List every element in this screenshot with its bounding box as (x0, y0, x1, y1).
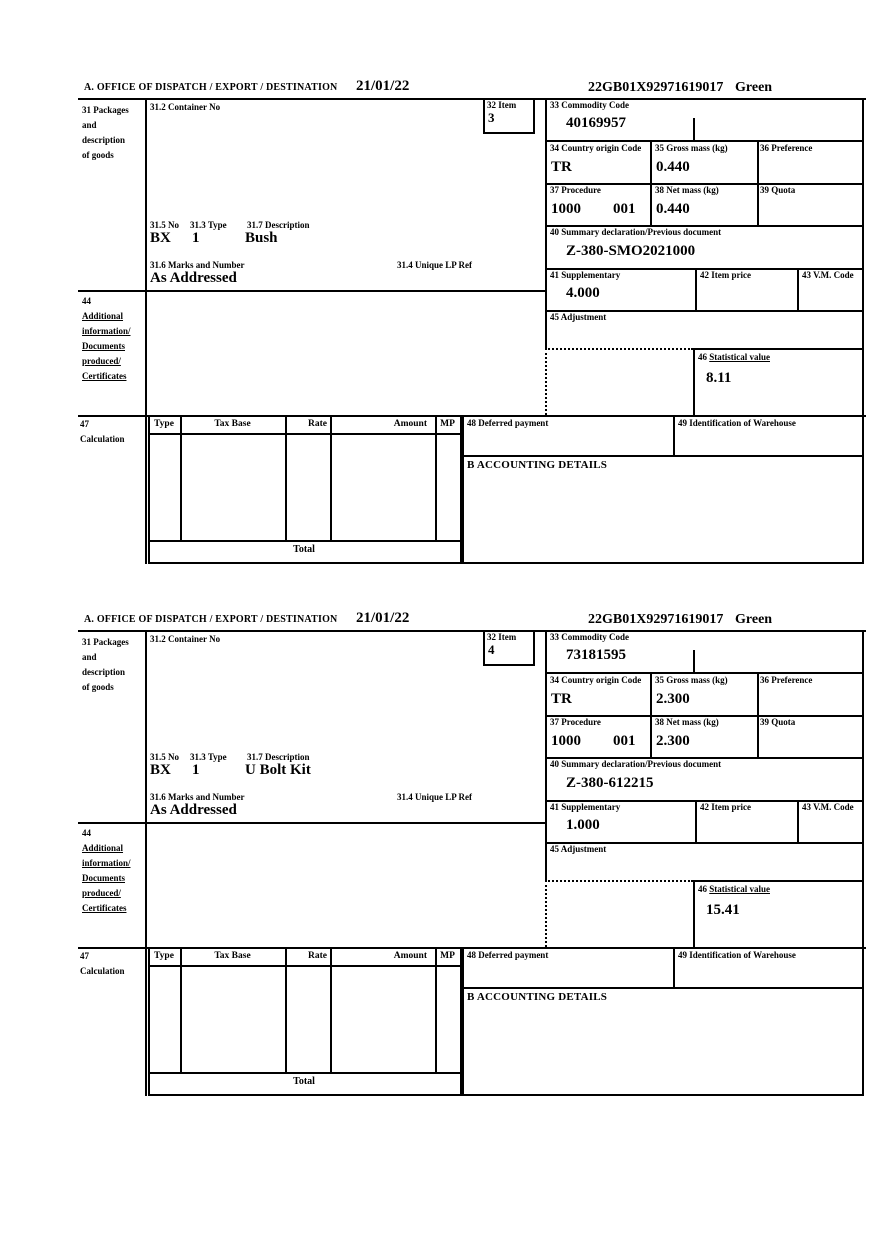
quota-label: 39 Quota (760, 185, 796, 195)
divider (483, 98, 485, 132)
procedure-value-2: 001 (613, 201, 636, 217)
divider (545, 140, 864, 142)
divider (673, 415, 675, 455)
dotted-divider (545, 880, 547, 947)
goods-description-label: 31.7 Description (247, 220, 310, 230)
divider (78, 822, 547, 824)
item-number-value: 4 (488, 642, 495, 657)
goods-description-value: Bush (245, 230, 278, 246)
container-no-label: 31.2 Container No (150, 102, 221, 112)
statistical-value: 15.41 (706, 902, 740, 918)
divider (483, 630, 485, 664)
col-header-tax-base: Tax Base (214, 951, 251, 961)
divider (78, 630, 866, 632)
divider (693, 118, 695, 140)
divider (148, 1094, 864, 1096)
statistical-value-label: 46 Statistical value (698, 352, 770, 362)
divider (78, 290, 547, 292)
marks-number-value: As Addressed (150, 802, 237, 818)
divider (533, 630, 535, 664)
previous-document-value: Z-380-SMO2021000 (566, 243, 696, 259)
divider (148, 562, 864, 564)
supplementary-label: 41 Supplementary (550, 270, 621, 280)
packages-type-value: 1 (192, 762, 200, 778)
country-origin-value: TR (551, 691, 572, 707)
adjustment-label: 45 Adjustment (550, 312, 607, 322)
country-origin-label: 34 Country origin Code (550, 675, 642, 685)
divider (483, 664, 535, 666)
item-price-label: 42 Item price (700, 802, 751, 812)
country-origin-value: TR (551, 159, 572, 175)
procedure-label: 37 Procedure (550, 717, 601, 727)
statistical-value: 8.11 (706, 370, 732, 386)
divider (673, 947, 675, 987)
gross-mass-label: 35 Gross mass (kg) (655, 675, 728, 685)
commodity-code-value: 40169957 (566, 115, 626, 131)
marks-number-label: 31.6 Marks and Number (150, 792, 245, 802)
marks-number-label: 31.6 Marks and Number (150, 260, 245, 270)
procedure-value-1: 1000 (551, 733, 581, 749)
statistical-value-label: 46 Statistical value (698, 884, 770, 894)
accounting-details-label: B ACCOUNTING DETAILS (467, 459, 608, 471)
item-number-label: 32 Item (487, 100, 517, 110)
divider (797, 800, 799, 842)
box-47-label: 47 Calculation (80, 419, 125, 444)
accounting-details-label: B ACCOUNTING DETAILS (467, 991, 608, 1003)
warehouse-id-label: 49 Identification of Warehouse (678, 950, 796, 960)
marks-number-value: As Addressed (150, 270, 237, 286)
commodity-code-label: 33 Commodity Code (550, 100, 629, 110)
supplementary-value: 4.000 (566, 285, 600, 301)
packages-type-label: 31.3 Type (190, 752, 227, 762)
col-header-type: Type (154, 419, 174, 429)
box-31-label: 31 Packages and description of goods (82, 105, 129, 160)
declaration-item-section (78, 80, 866, 566)
gross-mass-value: 2.300 (656, 691, 690, 707)
divider (462, 987, 864, 989)
divider (462, 947, 464, 1096)
office-of-dispatch-label: A. OFFICE OF DISPATCH / EXPORT / DESTINATION (84, 82, 338, 93)
procedure-value-2: 001 (613, 733, 636, 749)
net-mass-label: 38 Net mass (kg) (655, 185, 719, 195)
box-47-label: 47 Calculation (80, 951, 125, 976)
divider (693, 348, 864, 350)
dotted-divider (545, 348, 547, 415)
net-mass-value: 2.300 (656, 733, 690, 749)
col-header-mp: MP (440, 419, 455, 429)
quota-label: 39 Quota (760, 717, 796, 727)
divider (862, 98, 864, 564)
warehouse-id-label: 49 Identification of Warehouse (678, 418, 796, 428)
col-header-amount: Amount (393, 419, 427, 429)
country-origin-label: 34 Country origin Code (550, 143, 642, 153)
commodity-code-label: 33 Commodity Code (550, 632, 629, 642)
net-mass-value: 0.440 (656, 201, 690, 217)
col-header-type: Type (154, 951, 174, 961)
divider (145, 98, 147, 564)
routing-status: Green (735, 80, 773, 95)
col-header-tax-base: Tax Base (214, 419, 251, 429)
procedure-label: 37 Procedure (550, 185, 601, 195)
divider (462, 455, 864, 457)
divider (78, 415, 866, 417)
divider (693, 348, 695, 415)
vm-code-label: 43 V.M. Code (802, 270, 854, 280)
unique-lp-ref-label: 31.4 Unique LP Ref (397, 792, 473, 802)
divider (797, 268, 799, 310)
item-number-value: 3 (488, 110, 495, 125)
packages-no-label: 31.5 No (150, 220, 179, 230)
divider (695, 268, 697, 310)
divider (78, 947, 866, 949)
divider (462, 415, 464, 564)
commodity-code-value: 73181595 (566, 647, 626, 663)
divider (78, 98, 866, 100)
routing-status: Green (735, 612, 773, 627)
procedure-value-1: 1000 (551, 201, 581, 217)
total-label: Total (293, 544, 315, 555)
total-label: Total (293, 1076, 315, 1087)
divider (145, 630, 147, 1096)
dotted-divider (545, 880, 693, 882)
goods-description-value: U Bolt Kit (245, 762, 311, 778)
divider (693, 880, 864, 882)
divider (483, 132, 535, 134)
packages-type-label: 31.3 Type (190, 220, 227, 230)
col-header-amount: Amount (393, 951, 427, 961)
dotted-divider (545, 348, 693, 350)
col-header-rate: Rate (308, 951, 327, 961)
packages-no-label: 31.5 No (150, 752, 179, 762)
divider (545, 672, 864, 674)
box-44-label: 44 Additional information/ Documents produced/ Certificates (82, 296, 131, 381)
col-header-mp: MP (440, 951, 455, 961)
box-44-label: 44 Additional information/ Documents produced/ Certificates (82, 828, 131, 913)
supplementary-label: 41 Supplementary (550, 802, 621, 812)
divider (533, 98, 535, 132)
preference-label: 36 Preference (760, 143, 813, 153)
gross-mass-value: 0.440 (656, 159, 690, 175)
deferred-payment-label: 48 Deferred payment (467, 950, 549, 960)
divider (693, 650, 695, 672)
office-of-dispatch-label: A. OFFICE OF DISPATCH / EXPORT / DESTINATION (84, 614, 338, 625)
divider (148, 1072, 462, 1074)
goods-description-label: 31.7 Description (247, 752, 310, 762)
container-no-label: 31.2 Container No (150, 634, 221, 644)
adjustment-label: 45 Adjustment (550, 844, 607, 854)
vm-code-label: 43 V.M. Code (802, 802, 854, 812)
entry-number: 22GB01X92971619017 (588, 80, 724, 95)
preference-label: 36 Preference (760, 675, 813, 685)
packages-no-value: BX (150, 230, 171, 246)
divider (148, 965, 462, 967)
item-number-label: 32 Item (487, 632, 517, 642)
declaration-item-section (78, 612, 866, 1098)
acceptance-date: 21/01/22 (356, 78, 410, 94)
net-mass-label: 38 Net mass (kg) (655, 717, 719, 727)
col-header-rate: Rate (308, 419, 327, 429)
previous-document-value: Z-380-612215 (566, 775, 654, 791)
previous-document-label: 40 Summary declaration/Previous document (550, 227, 722, 237)
acceptance-date: 21/01/22 (356, 610, 410, 626)
box-31-label: 31 Packages and description of goods (82, 637, 129, 692)
divider (148, 433, 462, 435)
divider (148, 540, 462, 542)
item-price-label: 42 Item price (700, 270, 751, 280)
unique-lp-ref-label: 31.4 Unique LP Ref (397, 260, 473, 270)
supplementary-value: 1.000 (566, 817, 600, 833)
entry-number: 22GB01X92971619017 (588, 612, 724, 627)
packages-type-value: 1 (192, 230, 200, 246)
divider (695, 800, 697, 842)
previous-document-label: 40 Summary declaration/Previous document (550, 759, 722, 769)
divider (693, 880, 695, 947)
packages-no-value: BX (150, 762, 171, 778)
deferred-payment-label: 48 Deferred payment (467, 418, 549, 428)
divider (862, 630, 864, 1096)
gross-mass-label: 35 Gross mass (kg) (655, 143, 728, 153)
